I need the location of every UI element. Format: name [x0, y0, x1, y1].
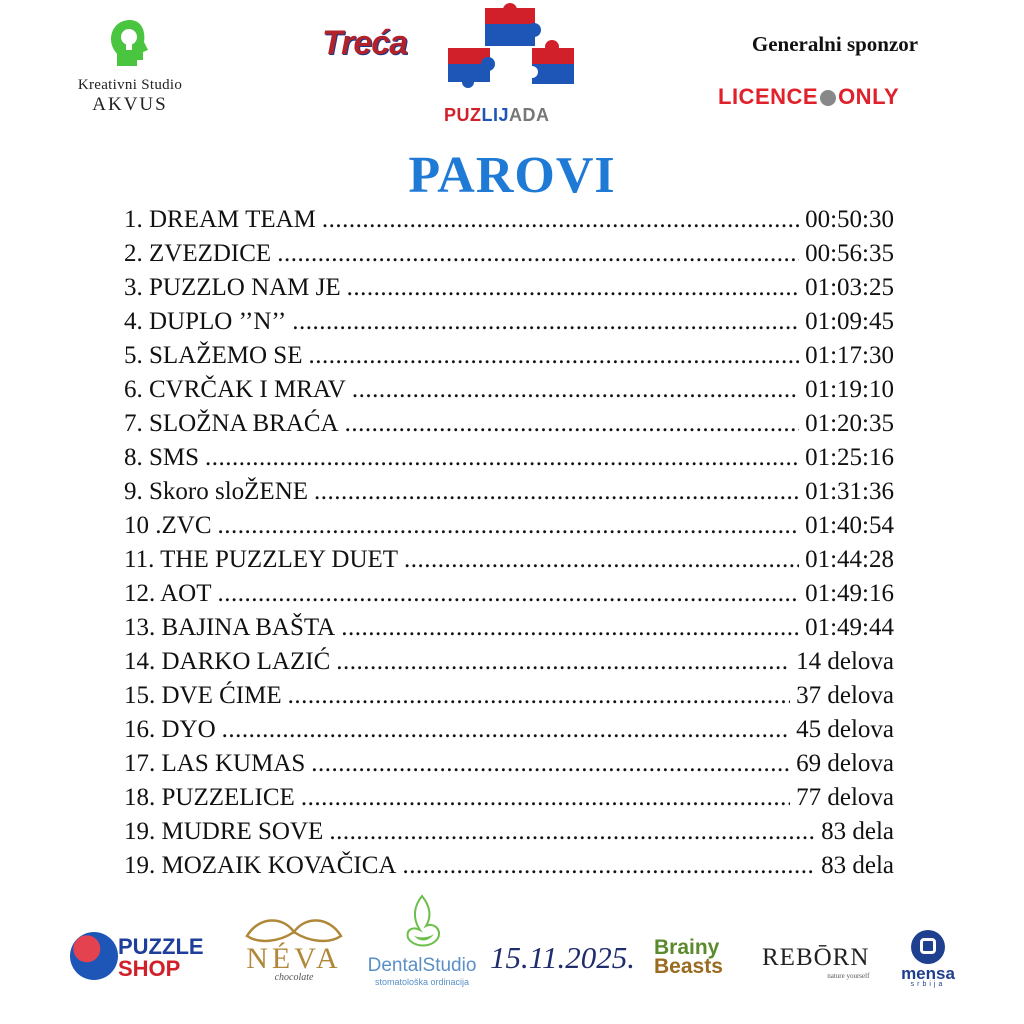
dot-leader	[341, 614, 799, 642]
akvus-logo	[50, 18, 210, 116]
tooth-leaf-icon	[392, 890, 452, 954]
puzzle-pieces-icon	[440, 2, 590, 102]
team-name: 10 .ZVC	[124, 512, 212, 539]
dot-leader	[311, 750, 790, 778]
reborn-logo	[762, 944, 869, 980]
results-list	[124, 206, 894, 886]
mensa-name: mensa	[901, 964, 955, 983]
mensa-logo	[892, 930, 964, 988]
studio-name-line1: Kreativni Studio	[77, 77, 183, 93]
team-name: 4. DUPLO ’’N’’	[124, 308, 287, 335]
only-text: ONLY	[838, 84, 900, 109]
result-row	[124, 342, 894, 376]
result-value: 83 dela	[821, 818, 894, 845]
puzzle-globe-icon	[70, 932, 118, 980]
mensa-icon	[911, 930, 945, 964]
dental-studio-logo	[362, 890, 482, 1000]
footer-sponsors	[0, 900, 1024, 1010]
dental-sub: stomatološka ordinacija	[374, 977, 470, 987]
treca-text: Treća	[322, 24, 408, 62]
team-name: 9. Skoro sloŽENE	[124, 478, 309, 505]
result-row	[124, 818, 894, 852]
result-row	[124, 682, 894, 716]
dot-leader	[308, 342, 799, 370]
result-row	[124, 546, 894, 580]
result-row	[124, 410, 894, 444]
result-value: 00:56:35	[805, 240, 894, 267]
result-value: 01:31:36	[805, 478, 894, 505]
puzzle-shop-line1: PUZZLE	[118, 934, 204, 959]
result-row	[124, 648, 894, 682]
puzzlijada-logo-text	[444, 105, 550, 126]
team-name: 14. DARKO LAZIĆ	[124, 648, 331, 675]
puzzle-shop-logo	[70, 930, 220, 990]
puzzlijada-part1: PUZ	[444, 105, 482, 125]
dot-leader	[288, 682, 790, 710]
dot-leader	[292, 308, 799, 336]
dot-leader	[218, 512, 800, 540]
result-value: 69 delova	[796, 750, 894, 777]
result-value: 01:03:25	[805, 274, 894, 301]
result-value: 01:19:10	[805, 376, 894, 403]
result-value: 14 delova	[796, 648, 894, 675]
result-row	[124, 580, 894, 614]
result-value: 01:44:28	[805, 546, 894, 573]
dot-leader	[222, 716, 790, 744]
result-row	[124, 512, 894, 546]
result-row	[124, 444, 894, 478]
result-row	[124, 614, 894, 648]
result-value: 01:49:44	[805, 614, 894, 641]
team-name: 11. THE PUZZLEY DUET	[124, 546, 399, 573]
result-value: 01:09:45	[805, 308, 894, 335]
dot-leader	[329, 818, 815, 846]
neva-sub: chocolate	[274, 972, 314, 983]
result-value: 37 delova	[796, 682, 894, 709]
dot-leader	[218, 580, 800, 608]
dot-leader	[322, 206, 799, 234]
studio-name-line2: AKVUS	[92, 94, 168, 115]
dot-leader	[336, 648, 790, 676]
brainy-line2: Beasts	[654, 955, 723, 978]
result-value: 83 dela	[821, 852, 894, 879]
result-row	[124, 240, 894, 274]
team-name: 7. SLOŽNA BRAĆA	[124, 410, 339, 437]
dot-leader	[277, 240, 799, 268]
dot-leader	[404, 546, 799, 574]
team-name: 18. PUZZELICE	[124, 784, 295, 811]
dot-leader	[352, 376, 799, 404]
team-name: 5. SLAŽEMO SE	[124, 342, 303, 369]
reborn-name: REBŌRN	[762, 944, 870, 971]
result-value: 01:20:35	[805, 410, 894, 437]
globe-icon	[820, 90, 836, 106]
result-value: 01:49:16	[805, 580, 894, 607]
result-row	[124, 716, 894, 750]
result-value: 01:25:16	[805, 444, 894, 471]
result-value: 01:17:30	[805, 342, 894, 369]
page-title: PAROVI	[408, 147, 616, 204]
dental-name: DentalStudio	[367, 955, 477, 976]
puzzle-shop-line2: SHOP	[118, 956, 181, 981]
result-row	[124, 478, 894, 512]
team-name: 3. PUZZLO NAM JE	[124, 274, 341, 301]
licence-only-logo	[718, 84, 899, 110]
team-name: 12. AOT	[124, 580, 212, 607]
mensa-sub: srbija	[910, 981, 946, 988]
result-row	[124, 784, 894, 818]
dot-leader	[301, 784, 790, 812]
team-name: 16. DYO	[124, 716, 216, 743]
event-date: 15.11.2025.	[490, 940, 635, 975]
reborn-sub: nature yourself	[827, 972, 870, 980]
team-name: 2. ZVEZDICE	[124, 240, 272, 267]
result-row	[124, 376, 894, 410]
team-name: 13. BAJINA BAŠTA	[124, 614, 336, 641]
dot-leader	[205, 444, 799, 472]
dot-leader	[347, 274, 799, 302]
team-name: 1. DREAM TEAM	[124, 206, 316, 233]
result-row	[124, 274, 894, 308]
team-name: 15. DVE ĆIME	[124, 682, 282, 709]
puzzlijada-part2: LIJ	[481, 105, 510, 125]
result-value: 00:50:30	[805, 206, 894, 233]
puzzlijada-part3: ADA	[509, 105, 550, 125]
team-name: 19. MOZAIK KOVAČICA	[124, 852, 397, 879]
team-name: 8. SMS	[124, 444, 200, 471]
dot-leader	[314, 478, 799, 506]
team-name: 17. LAS KUMAS	[124, 750, 306, 777]
result-row	[124, 852, 894, 886]
result-value: 77 delova	[796, 784, 894, 811]
dot-leader	[345, 410, 799, 438]
neva-logo	[234, 914, 354, 994]
result-value: 45 delova	[796, 716, 894, 743]
team-name: 6. CVRČAK I MRAV	[124, 376, 346, 403]
dot-leader	[402, 852, 815, 880]
brainy-line1: Brainy	[654, 936, 720, 959]
result-row	[124, 308, 894, 342]
result-value: 01:40:54	[805, 512, 894, 539]
team-name: 19. MUDRE SOVE	[124, 818, 324, 845]
result-row	[124, 206, 894, 240]
brainy-beasts-logo	[654, 938, 723, 976]
neva-name: NÉVA	[246, 942, 342, 975]
result-row	[124, 750, 894, 784]
general-sponsor-label: Generalni sponzor	[751, 32, 919, 56]
licence-text: LICENCE	[718, 84, 819, 109]
lightbulb-head-icon	[106, 18, 154, 68]
